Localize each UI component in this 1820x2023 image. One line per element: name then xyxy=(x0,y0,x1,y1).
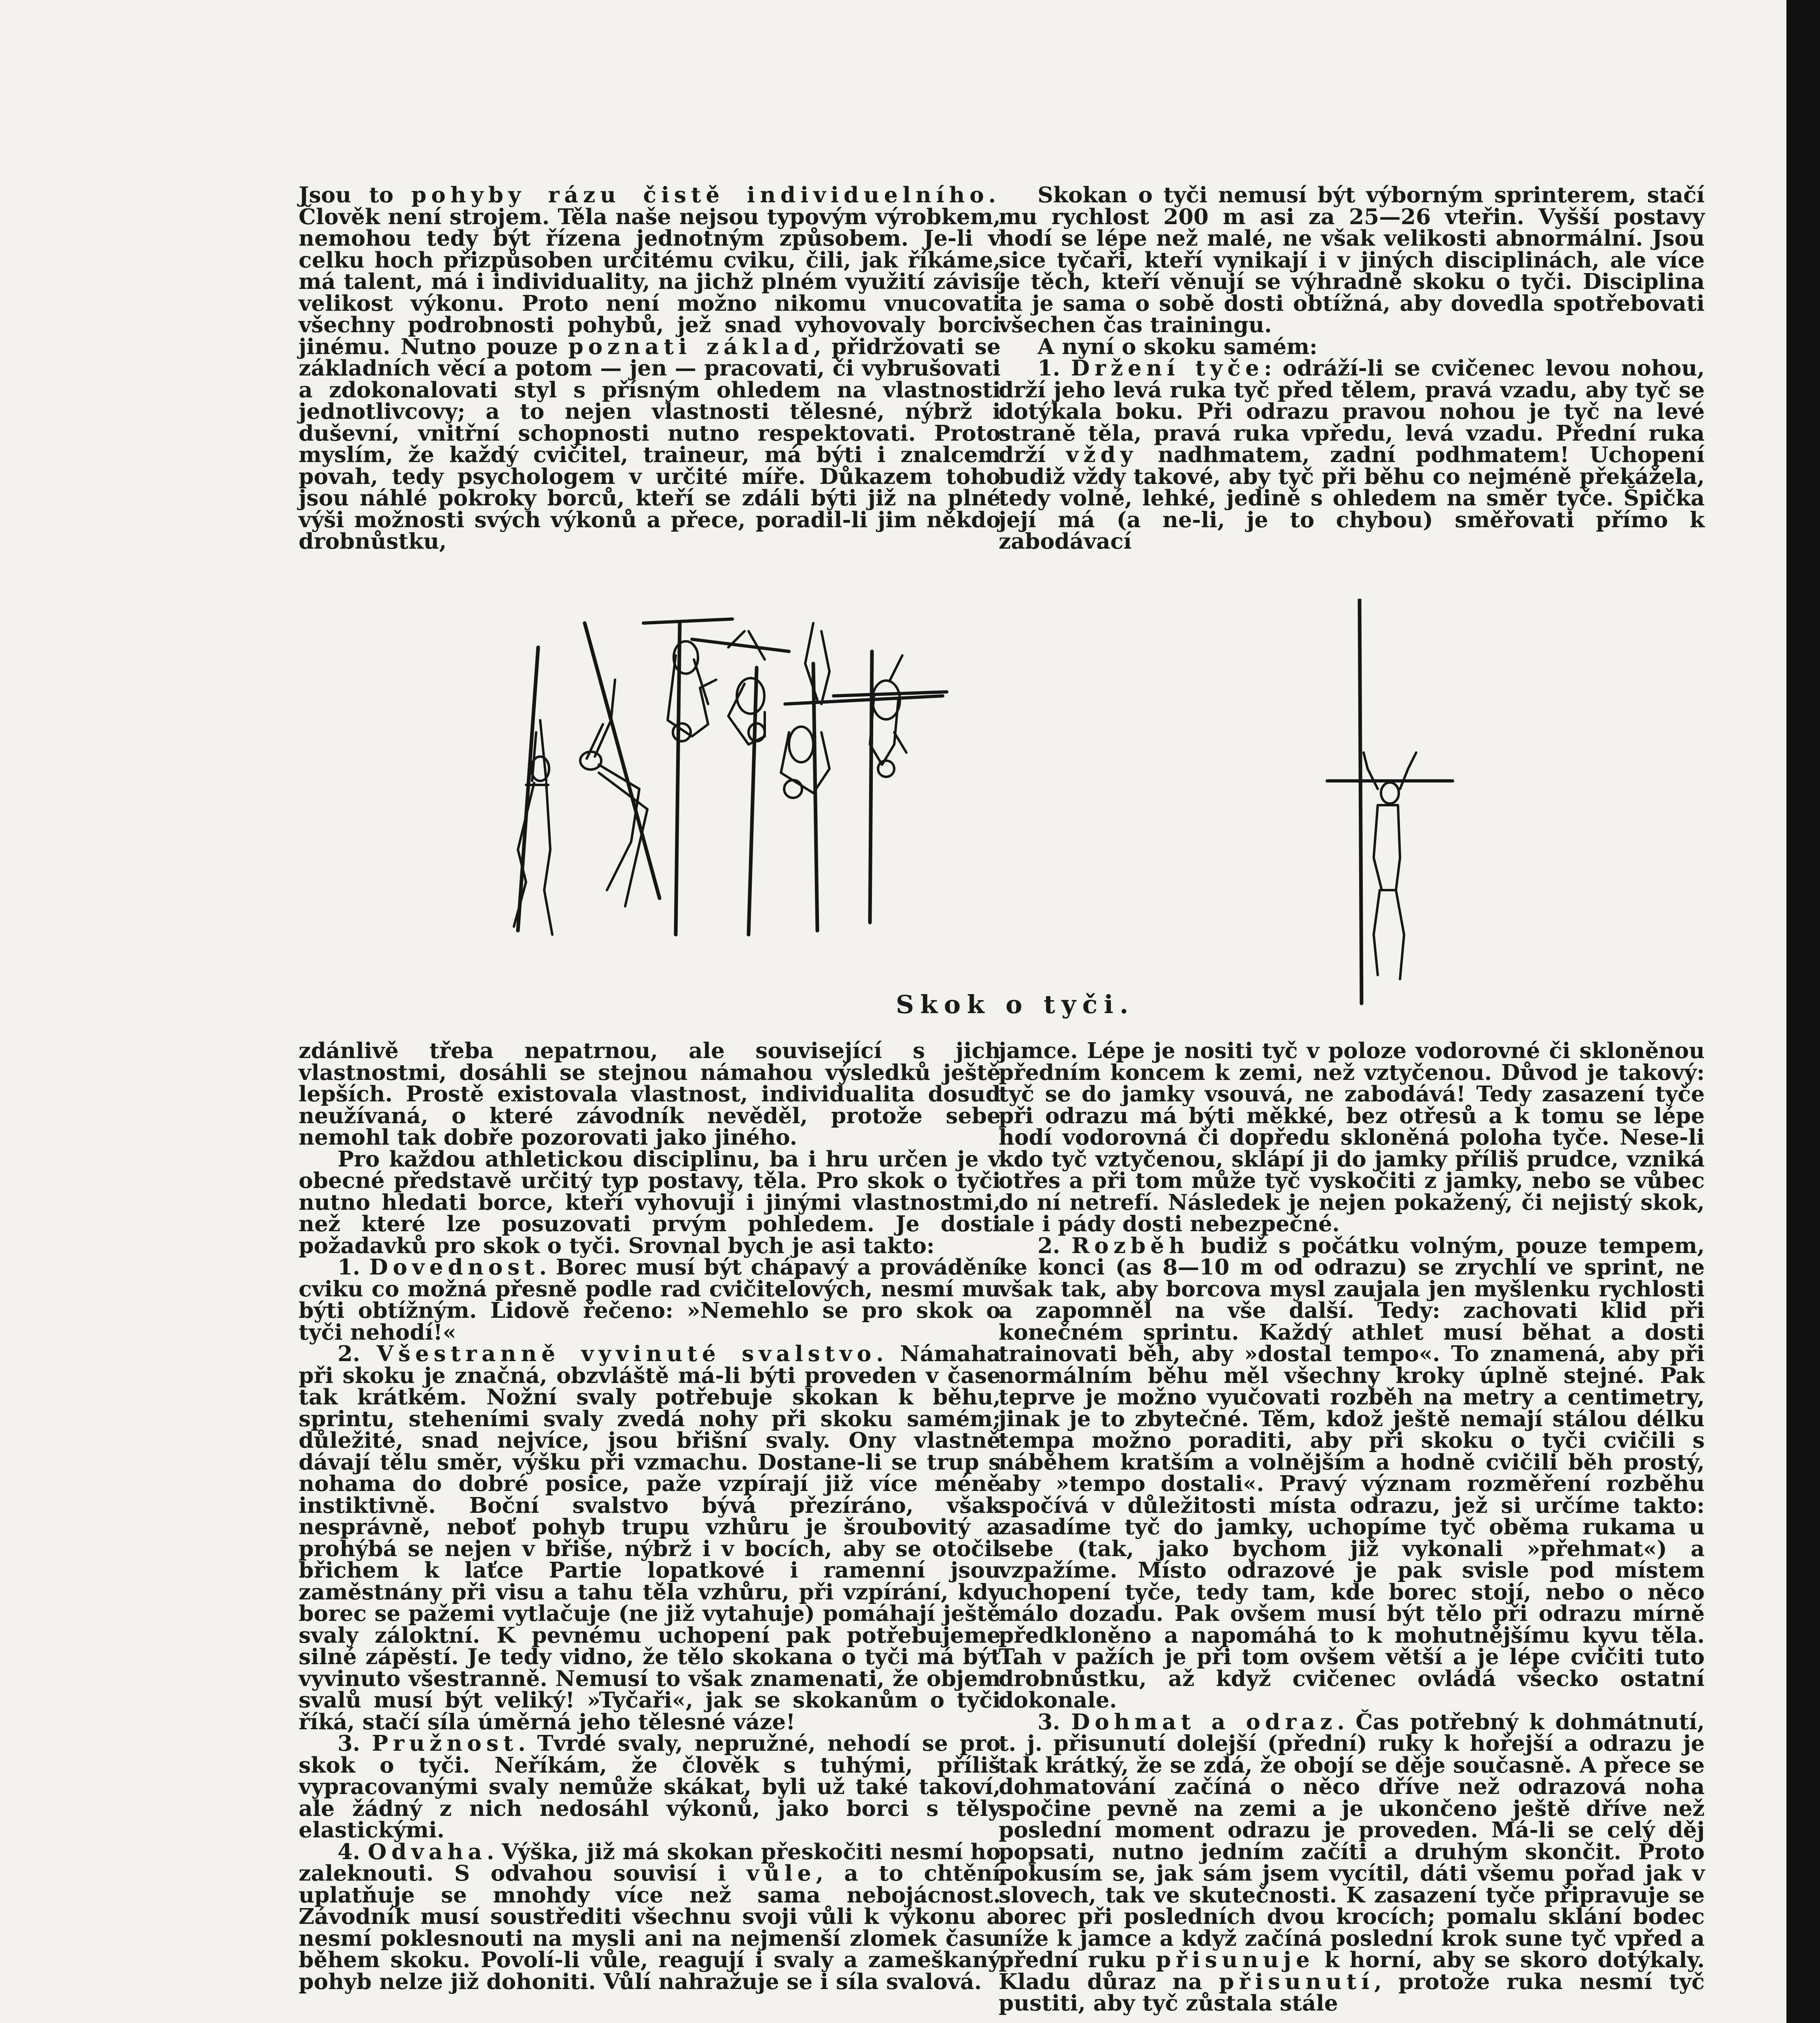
paragraph: 2. Všestranně vyvinuté svalstvo. Námaha při skoku je značná, obzvláště má-li býti proveden v čase tak krátkém. Nožní svaly potřebuje skokan k běhu, sprintu, steheními svaly zvedá nohy při skoku samém; důležité, snad nejvíce, jsou břišní svaly. Ony vlastně dávají tělu směr, výšku při vzmachu. Dostane-li se trup s nohama do dobré posice, paže vzpírají již více méně instiktivně. Boční svalstvo bývá přezíráno, však nesprávně, neboť pohyb trupu vzhůru je šroubovitý a prohýbá se nejen v břiše, nýbrž i v bocích, aby se otočil břichem k laťce Partie lopatkové i ramenní jsou zaměstnány při visu a tahu těla vzhůru, při vzpírání, kdy borec se pažemi vytlačuje (ne již vytahuje) pomáhají ještě svaly záloktní. K pevnému uchopení pak potřebujeme silné zápěstí. Je tedy vidno, že tělo skokana o tyči má být vyvinuto všestranně. Nemusí to však znamenati, že objem svalů musí být veliký! »Tyčaři«, jak se skokanům o tyči říká, stačí síla úměrná jeho tělesné váze! xyxy=(299,1341,1001,1735)
paragraph: A nyní o skoku samém: xyxy=(1037,333,1317,359)
column-bottom-right xyxy=(999,1040,1705,2014)
paragraph: 3. Dohmat a odraz. Čas potřebný k dohmátnutí, t. j. přisunutí dolejší (přední) ruky k hořejší a odrazu je tak krátký, že se zdá, že obojí se děje současně. A přece se dohmatování začíná o něco dříve než odrazová noha spočine pevně na zemi a je ukončeno ještě dříve než poslední moment odrazu je proveden. Má-li se celý děj popsati, nutno jedním začíti a druhým skončit. Proto pokusím se, jak sám jsem vycítil, dáti všemu pořad jak v slovech, tak ve skutečnosti. K zasazení tyče připravuje se borec při posledních dvou krocích; pomalu sklání bodec níže k jamce a když začíná poslední krok sune tyč vpřed a přední ruku přisunuje k horní, aby se skoro dotýkaly. Kladu důraz na přisunutí, protože ruka nesmí tyč pustiti, aby tyč zůstala stále xyxy=(999,1709,1705,2016)
vaulter-figure-6 xyxy=(834,651,947,922)
paragraph: 3. Pružnost. Tvrdé svaly, nepružné, nehodí se pro skok o tyči. Neříkám, že člověk s tuhými, příliš vypracovanými svaly nemůže skákat, byli už také takoví, ale žádný z nich nedosáhl výkonů, jako borci s těly elastickými. xyxy=(299,1730,1001,1843)
column-bottom-left xyxy=(299,1040,1001,1992)
figure-caption: Skok o tyči. xyxy=(896,990,1135,1019)
column-top-left xyxy=(299,184,1001,552)
paragraph: 1. Dovednost. Borec musí být chápavý a provádění cviku co možná přesně podle rad cvičitelových, nesmí mu býti obtížným. Lidově řečeno: »Nemehlo se pro skok o tyči nehodí!« xyxy=(299,1254,1001,1345)
paragraph: zdánlivě třeba nepatrnou, ale související s jich vlastnostmi, dosáhli se stejnou námahou výsledků ještě lepších. Prostě existovala vlastnost, individualita dosud neužívaná, o které závodník nevěděl, protože sebe nemohl tak dobře pozorovati jako jiného. xyxy=(299,1038,1001,1150)
paragraph: Jsou to pohyby rázu čistě individuelního. Člověk není strojem. Těla naše nejsou typovým výrobkem, nemohou tedy být řízena jednotným způsobem. Je-li v celku hoch přizpůsoben určitému cviku, čili, jak říkáme, má talent, má i individuality, na jichž plném využití závisí velikost výkonu. Proto není možno nikomu vnucovati všechny podrobnosti pohybů, jež snad vyhovovaly borci jinému. Nutno pouze poznati základ, přidržovati se základních věcí a potom — jen — pracovati, či vybrušovati a zdokonalovati styl s přísným ohledem na vlastnosti jednotlivcovy; a to nejen vlastnosti tělesné, nýbrž i duševní, vnitřní schopnosti nutno respektovati. Proto myslím, že každý cvičitel, traineur, má býti i znalcem povah, tedy psychologem v určité míře. Důkazem toho jsou náhlé pokroky borců, kteří se zdáli býti již na plné výši možnosti svých výkonů a přece, poradil-li jim někdo drobnůstku, xyxy=(299,182,1001,554)
paragraph: jamce. Lépe je nositi tyč v poloze vodorovné či skloněnou předním koncem k zemi, než vztyčenou. Důvod je takový: tyč se do jamky vsouvá, ne zabodává! Tedy zasazení tyče při odrazu má býti měkké, bez otřesů a k tomu se lépe hodí vodorovná či dopředu skloněná poloha tyče. Nese-li kdo tyč vztyčenou, sklápí ji do jamky příliš prudce, vzniká otřes a při tom může tyč vyskočiti z jamky, nebo se vůbec do ní netrefí. Následek je nejen pokažený, či nejistý skok, ale i pády dosti nebezpečné. xyxy=(999,1038,1705,1236)
paragraph: 1. Držení tyče: odráží-li se cvičenec levou nohou, drží jeho levá ruka tyč před tělem, pravá vzadu, aby tyč se dotýkala boku. Při odrazu pravou nohou je tyč na levé straně těla, pravá ruka vpředu, levá vzadu. Přední ruka drží vždy nadhmatem, zadní podhmatem! Uchopení budiž vždy takové, aby tyč při běhu co nejméně překážela, tedy volné, lehké, jedině s ohledem na směr tyče. Špička její má (a ne-li, je to chybou) směřovati přímo k zabodávací xyxy=(999,355,1705,554)
column-top-right xyxy=(999,184,1705,552)
paragraph: Skokan o tyči nemusí být výborným sprinterem, stačí mu rychlost 200 m asi za 25—26 vteřin. Vyšší postavy hodí se lépe než malé, ne však velikosti abnormální. Jsou sice tyčaři, kteří vynikají i v jiných disciplinách, ale více je těch, kteří věnují se výhradně skoku o tyči. Disciplina ta je sama o sobě dosti obtížná, aby dovedla spotřebovati všechen čas trainingu. xyxy=(999,182,1705,337)
paragraph: 2. Rozběh budiž s počátku volným, pouze tempem, ke konci (as 8—10 m od odrazu) se zrychlí ve sprint, ne však tak, aby borcova mysl zaujala jen myšlenku rychlosti a zapomněl na vše další. Tedy: zachovati klid při konečném sprintu. Každý athlet musí běhat a dosti trainovati běh, aby »dostal tempo«. To znamená, aby při normálním běhu měl všechny kroky úplně stejné. Pak teprve je možno vyučovati rozběh na metry a centimetry, jinak je to zbytečné. Těm, kdož ještě nemají stálou délku tempa možno poraditi, aby při skoku o tyči cvičili s náběhem kratším a volnějším a hodně cvičili běh prostý, aby »tempo dostali«. Pravý význam rozměření rozběhu spočívá v důležitosti místa odrazu, jež si určíme takto: zasadíme tyč do jamky, uchopíme tyč oběma rukama u sebe (tak, jako bychom již vykonali »přehmat«) a vzpažíme. Místo odrazové je pak svisle pod místem uchopení tyče, tedy tam, kde borec stojí, nebo o něco málo dozadu. Pak ovšem musí být tělo při odrazu mírně předkloněno a napomáhá to k mohutnějšímu kyvu těla. Tah v pažích je při tom ovšem větší a je lépe cvičiti tuto drobnůstku, až když cvičenec ovládá všecko ostatní dokonale. xyxy=(999,1232,1705,1713)
vaulter-figure-2 xyxy=(580,623,660,906)
vaulter-figure-4 xyxy=(692,631,789,935)
vaulter-figure-1 xyxy=(514,647,552,935)
vaulter-figure-7 xyxy=(1327,599,1453,1003)
pole-vault-illustration xyxy=(465,599,1517,1016)
vaulter-figure-5 xyxy=(781,623,943,931)
scan-edge xyxy=(1786,0,1820,2023)
paragraph: 4. Odvaha. Výška, již má skokan přeskočiti nesmí ho zaleknouti. S odvahou souvisí i vůle, a to chtění uplatňuje se mnohdy více než sama nebojácnost. Závodník musí soustřediti všechnu svoji vůli k výkonu a nesmí poklesnouti na mysli ani na nejmenší zlomek času během skoku. Povolí-li vůle, reagují i svaly a zameškaný pohyb nelze již dohoniti. Vůlí nahražuje se i síla svalová. xyxy=(299,1839,1001,1994)
paragraph: Pro každou athletickou disciplinu, ba i hru určen je v obecné představě určitý typ postavy, těla. Pro skok o tyči nutno hledati borce, kteří vyhovují i jinými vlastnostmi, než které lze posuzovati prvým pohledem. Je dosti požadavků pro skok o tyči. Srovnal bych je asi takto: xyxy=(299,1146,1001,1258)
